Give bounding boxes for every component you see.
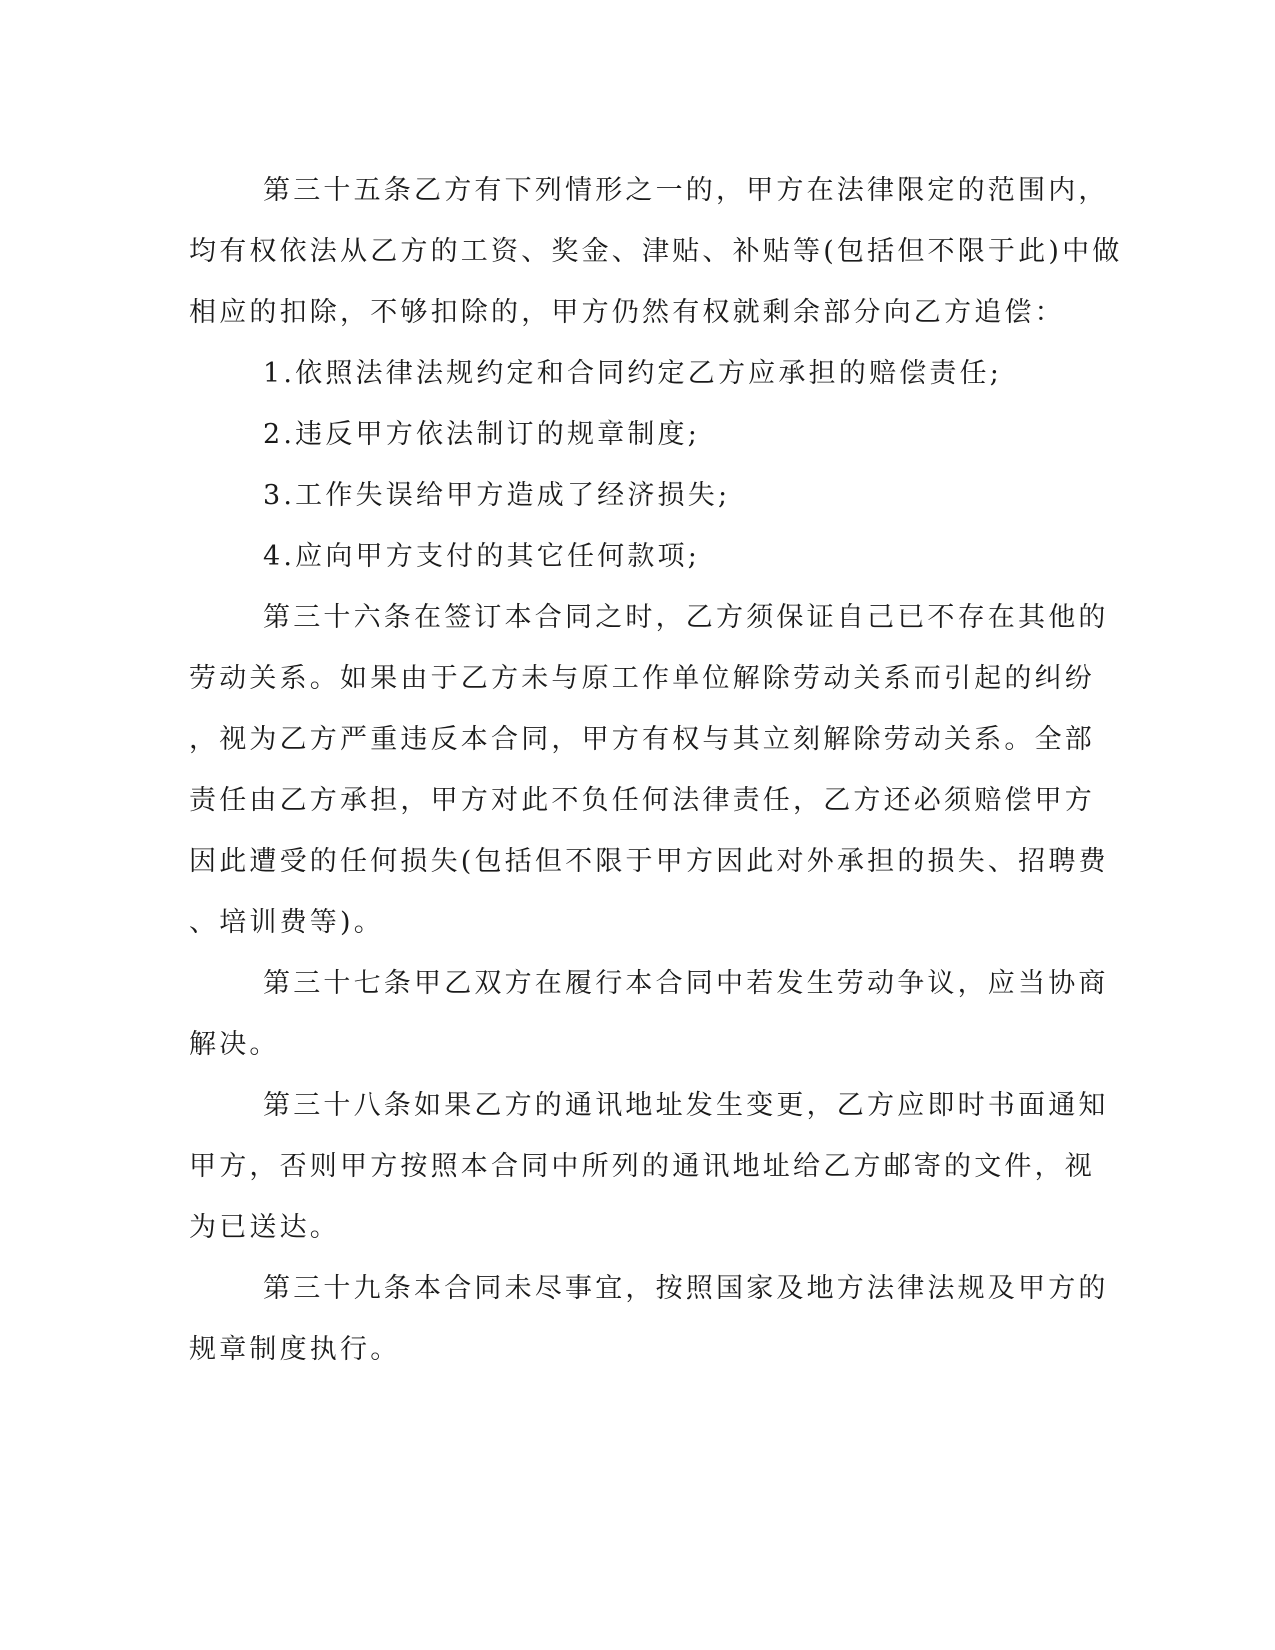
- text-line: 责任由乙方承担，甲方对此不负任何法律责任，乙方还必须赔偿甲方: [189, 785, 1095, 816]
- text-line: 、培训费等)。: [189, 907, 384, 938]
- text-line: 规章制度执行。: [189, 1334, 401, 1365]
- text-line: 相应的扣除，不够扣除的，甲方仍然有权就剩余部分向乙方追偿：: [189, 297, 1065, 328]
- text-line: 第三十六条在签订本合同之时，乙方须保证自己已不存在其他的: [263, 602, 1109, 633]
- text-line: 第三十八条如果乙方的通讯地址发生变更，乙方应即时书面通知: [263, 1090, 1109, 1121]
- list-item: 1.依照法律法规约定和合同约定乙方应承担的赔偿责任;: [263, 358, 1003, 389]
- text-line: ，视为乙方严重违反本合同，甲方有权与其立刻解除劳动关系。全部: [189, 724, 1095, 755]
- list-item: 2.违反甲方依法制订的规章制度;: [263, 419, 701, 450]
- list-item: 4.应向甲方支付的其它任何款项;: [263, 541, 701, 572]
- text-line: 第三十九条本合同未尽事宜，按照国家及地方法律法规及甲方的: [263, 1273, 1109, 1304]
- text-line: 第三十七条甲乙双方在履行本合同中若发生劳动争议，应当协商: [263, 968, 1109, 999]
- list-item: 3.工作失误给甲方造成了经济损失;: [263, 480, 731, 511]
- text-line: 甲方，否则甲方按照本合同中所列的通讯地址给乙方邮寄的文件，视: [189, 1151, 1095, 1182]
- text-line: 为已送达。: [189, 1212, 340, 1243]
- text-line: 第三十五条乙方有下列情形之一的，甲方在法律限定的范围内，: [263, 175, 1109, 206]
- text-line: 因此遭受的任何损失(包括但不限于甲方因此对外承担的损失、招聘费: [189, 846, 1109, 877]
- document-body: [189, 160, 1123, 1380]
- text-line: 劳动关系。如果由于乙方未与原工作单位解除劳动关系而引起的纠纷: [189, 663, 1095, 694]
- text-line: 均有权依法从乙方的工资、奖金、津贴、补贴等(包括但不限于此)中做: [189, 236, 1123, 267]
- text-line: 解决。: [189, 1029, 280, 1060]
